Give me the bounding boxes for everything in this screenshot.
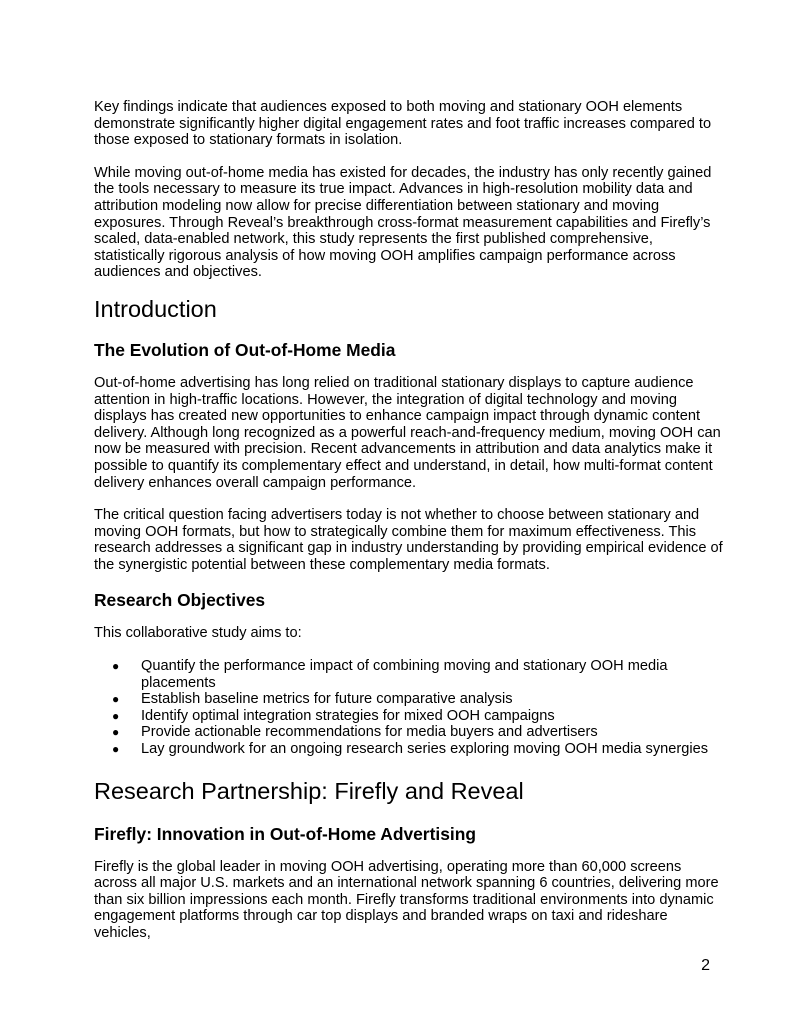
key-findings-paragraph: Key findings indicate that audiences exposed to both moving and stationary OOH elements demonstrate significantly higher digital engagement rates and foot traffic increases compared to those exposed to stationary formats in isolation. (94, 99, 712, 149)
objectives-list (94, 658, 724, 758)
list-item (112, 724, 724, 741)
list-item (112, 691, 724, 708)
list-item-text: Lay groundwork for an ongoing research series exploring moving OOH media synergies (141, 741, 709, 758)
firefly-subheading: Firefly: Innovation in Out-of-Home Advertising (94, 823, 476, 844)
firefly-paragraph: Firefly is the global leader in moving OOH advertising, operating more than 60,000 screens across all major U.S. markets and an international network spanning 6 countries, delivering more than six billion impressions each month. Firefly transforms traditional environments into dynamic engagement platforms through car top displays and branded wraps on taxi and rideshare vehicles, (94, 858, 719, 941)
page-number: 2 (701, 957, 710, 974)
document-page (94, 99, 724, 942)
evolution-paragraph-2: The critical question facing advertisers today is not whether to choose between stationary and moving OOH formats, but how to strategically combine them for maximum effectiveness. This research addresses a significant gap in industry understanding by providing empirical evidence of the synergistic potential between these complementary media formats. (94, 507, 723, 573)
evolution-subheading: The Evolution of Out-of-Home Media (94, 339, 396, 360)
bullet-icon: ● (112, 708, 120, 723)
bullet-icon: ● (112, 659, 120, 674)
objectives-subheading: Research Objectives (94, 590, 266, 611)
list-item (112, 658, 724, 691)
partnership-heading: Research Partnership: Firefly and Reveal (94, 777, 524, 804)
list-item-text: Establish baseline metrics for future comparative analysis (141, 691, 513, 708)
objectives-intro: This collaborative study aims to: (94, 625, 302, 642)
list-item (112, 741, 724, 758)
bullet-icon: ● (112, 725, 120, 740)
introduction-heading: Introduction (94, 295, 217, 322)
list-item-text: Identify optimal integration strategies for mixed OOH campaigns (141, 707, 555, 724)
list-item-text: Provide actionable recommendations for media buyers and advertisers (141, 724, 598, 741)
history-paragraph: While moving out-of-home media has existed for decades, the industry has only recently gained the tools necessary to measure its true impact. Advances in high-resolution mobility data and attribution modeling now allow for precise differentiation between stationary and moving exposures. Through Reveal’s breakthrough cross-format measurement capabilities and Firefly’s scaled, data-enabled network, this study represents the first published comprehensive, statistically rigorous analysis of how moving OOH amplifies campaign performance across audiences and objectives. (94, 164, 712, 281)
list-item-text: Quantify the performance impact of combining moving and stationary OOH media placements (141, 658, 668, 691)
evolution-paragraph-1: Out-of-home advertising has long relied on traditional stationary displays to capture audience attention in high-traffic locations. However, the integration of digital technology and moving displays has created new opportunities to enhance campaign impact through dynamic content delivery. Although long recognized as a powerful reach-and-frequency medium, moving OOH can now be measured with precision. Recent advancements in attribution and data analytics make it possible to quantify its complementary effect and understand, in detail, how multi-format content delivery enhances overall campaign performance. (94, 374, 721, 491)
bullet-icon: ● (112, 692, 120, 707)
bullet-icon: ● (112, 742, 120, 757)
list-item (112, 707, 724, 725)
